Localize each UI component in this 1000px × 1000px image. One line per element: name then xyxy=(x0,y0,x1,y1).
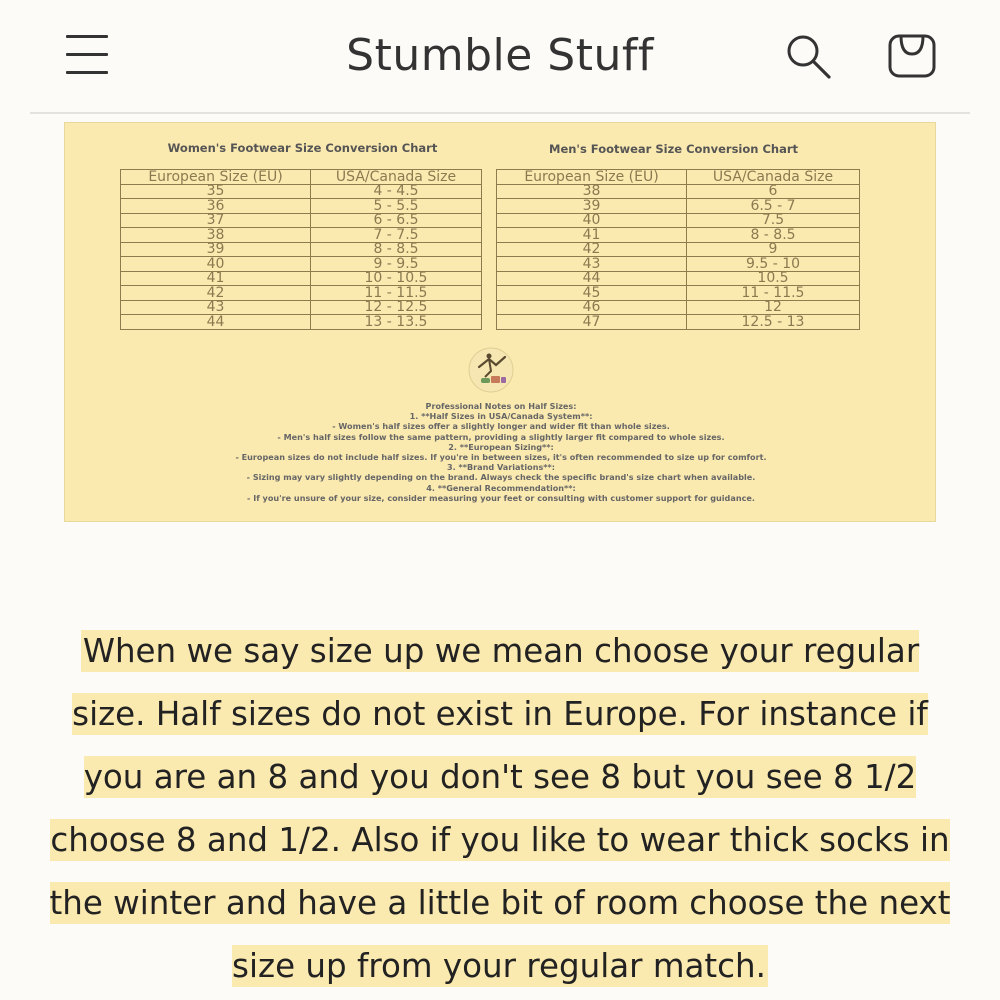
womens-eu-size-cell: 36 xyxy=(121,199,311,214)
womens-us-size-cell: 7 - 7.5 xyxy=(311,228,482,243)
womens-header-eu: European Size (EU) xyxy=(121,170,311,185)
womens-size-row xyxy=(121,300,482,315)
cart-bag-icon xyxy=(884,30,942,84)
womens-chart-title: Women's Footwear Size Conversion Chart xyxy=(167,141,438,155)
mens-us-size-cell: 6 xyxy=(687,184,860,199)
mens-eu-size-cell: 42 xyxy=(497,242,687,257)
womens-us-size-cell: 8 - 8.5 xyxy=(311,242,482,257)
site-header xyxy=(0,0,1000,112)
header-divider xyxy=(30,112,970,114)
mens-size-table xyxy=(496,169,860,330)
womens-header-us: USA/Canada Size xyxy=(311,170,482,185)
womens-size-table xyxy=(120,169,482,330)
cart-button[interactable] xyxy=(884,30,942,84)
mens-us-size-cell: 11 - 11.5 xyxy=(687,286,860,301)
mens-eu-size-cell: 41 xyxy=(497,228,687,243)
note-line: - Women's half sizes offer a slightly longer and wider fit than whole sizes. xyxy=(332,421,670,432)
womens-us-size-cell: 9 - 9.5 xyxy=(311,257,482,272)
womens-us-size-cell: 13 - 13.5 xyxy=(311,315,482,330)
mens-header-eu: European Size (EU) xyxy=(497,170,687,185)
mens-size-row xyxy=(497,315,860,330)
womens-eu-size-cell: 41 xyxy=(121,271,311,286)
search-icon xyxy=(782,30,834,82)
note-line: 4. **General Recommendation**: xyxy=(426,482,576,493)
womens-size-row xyxy=(121,286,482,301)
womens-eu-size-cell: 42 xyxy=(121,286,311,301)
note-line: 3. **Brand Variations**: xyxy=(447,462,555,473)
mens-size-row xyxy=(497,242,860,257)
mens-size-row xyxy=(497,213,860,228)
size-conversion-chart-image xyxy=(64,122,936,522)
mens-eu-size-cell: 43 xyxy=(497,257,687,272)
brand-logo-icon xyxy=(461,345,521,395)
mens-eu-size-cell: 45 xyxy=(497,286,687,301)
mens-size-row xyxy=(497,199,860,214)
sizing-advice-highlighted: When we say size up we mean choose your regular size. Half sizes do not exist in Europe. For instance if you are an 8 and you don't see 8 but you see 8 1/2 choose 8 and 1/2. Also if you like to wear thick socks in the winter and have a little bit of room choose the next size up from your regular match. xyxy=(49,632,951,985)
womens-size-row xyxy=(121,228,482,243)
womens-size-row xyxy=(121,213,482,228)
womens-eu-size-cell: 38 xyxy=(121,228,311,243)
womens-eu-size-cell: 37 xyxy=(121,213,311,228)
mens-chart-title: Men's Footwear Size Conversion Chart xyxy=(549,142,798,156)
womens-us-size-cell: 11 - 11.5 xyxy=(311,286,482,301)
womens-us-size-cell: 5 - 5.5 xyxy=(311,199,482,214)
womens-size-row xyxy=(121,242,482,257)
store-name[interactable]: Stumble Stuff xyxy=(346,30,654,81)
note-line: - If you're unsure of your size, consider measuring your feet or consulting with customer support for guidance. xyxy=(247,492,755,503)
mens-us-size-cell: 7.5 xyxy=(687,213,860,228)
note-line: - European sizes do not include half sizes. If you're in between sizes, it's often recommended to size up for comfort. xyxy=(235,452,767,463)
mens-eu-size-cell: 40 xyxy=(497,213,687,228)
womens-size-row xyxy=(121,184,482,199)
womens-us-size-cell: 6 - 6.5 xyxy=(311,213,482,228)
mens-us-size-cell: 9 xyxy=(687,242,860,257)
mens-us-size-cell: 6.5 - 7 xyxy=(687,199,860,214)
womens-eu-size-cell: 35 xyxy=(121,184,311,199)
search-button[interactable] xyxy=(782,30,834,82)
mens-us-size-cell: 9.5 - 10 xyxy=(687,257,860,272)
note-line: - Men's half sizes follow the same pattern, providing a slightly larger fit compared to whole sizes. xyxy=(277,431,725,442)
note-line: Professional Notes on Half Sizes: xyxy=(425,401,577,411)
mens-eu-size-cell: 46 xyxy=(497,300,687,315)
womens-eu-size-cell: 43 xyxy=(121,300,311,315)
mens-size-row xyxy=(497,257,860,272)
mens-us-size-cell: 8 - 8.5 xyxy=(687,228,860,243)
mens-size-row xyxy=(497,184,860,199)
half-size-notes xyxy=(65,401,937,503)
note-line: - Sizing may vary slightly depending on the brand. Always check the specific brand's size chart when available. xyxy=(246,472,756,483)
mens-us-size-cell: 12 xyxy=(687,300,860,315)
mens-size-row xyxy=(497,286,860,301)
mens-us-size-cell: 10.5 xyxy=(687,271,860,286)
womens-size-row xyxy=(121,257,482,272)
womens-us-size-cell: 10 - 10.5 xyxy=(311,271,482,286)
mens-eu-size-cell: 47 xyxy=(497,315,687,330)
mens-size-row xyxy=(497,271,860,286)
womens-eu-size-cell: 44 xyxy=(121,315,311,330)
womens-us-size-cell: 4 - 4.5 xyxy=(311,184,482,199)
womens-eu-size-cell: 40 xyxy=(121,257,311,272)
mens-us-size-cell: 12.5 - 13 xyxy=(687,315,860,330)
mens-eu-size-cell: 44 xyxy=(497,271,687,286)
mens-size-row xyxy=(497,228,860,243)
mens-eu-size-cell: 39 xyxy=(497,199,687,214)
womens-size-row xyxy=(121,199,482,214)
womens-size-row xyxy=(121,315,482,330)
sizing-advice-text xyxy=(40,620,960,998)
womens-size-row xyxy=(121,271,482,286)
womens-eu-size-cell: 39 xyxy=(121,242,311,257)
mens-header-us: USA/Canada Size xyxy=(687,170,860,185)
womens-us-size-cell: 12 - 12.5 xyxy=(311,300,482,315)
note-line: 2. **European Sizing**: xyxy=(448,441,554,452)
mens-size-row xyxy=(497,300,860,315)
note-line: 1. **Half Sizes in USA/Canada System**: xyxy=(409,411,593,422)
mens-eu-size-cell: 38 xyxy=(497,184,687,199)
